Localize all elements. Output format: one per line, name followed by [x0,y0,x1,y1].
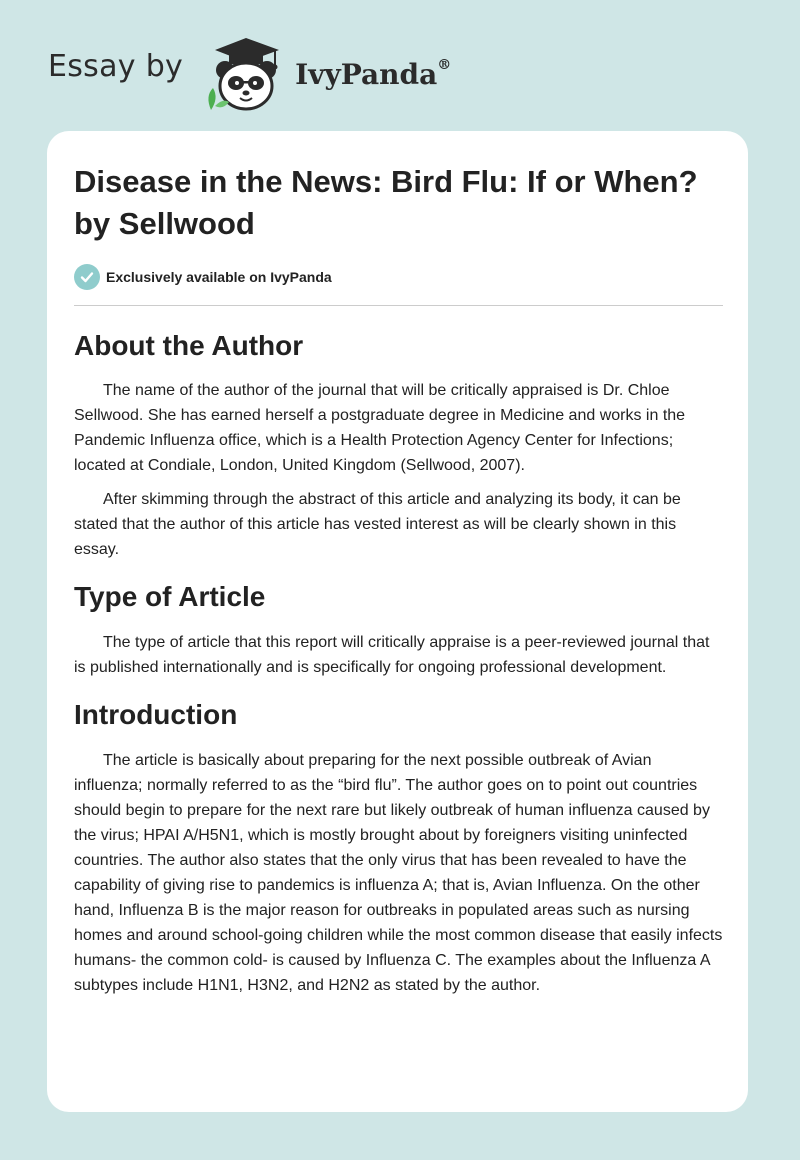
divider [74,305,723,306]
article-title: Disease in the News: Bird Flu: If or When? by Sellwood [74,164,698,241]
exclusive-label: Exclusively available on IvyPanda [106,269,332,285]
registered-mark: ® [437,57,452,74]
brand-name[interactable] [295,58,451,91]
article-card [47,131,748,1112]
check-circle-icon [74,264,100,290]
exclusive-badge [74,263,723,291]
section-heading-introduction: Introduction [74,699,238,730]
section-heading-about-author: About the Author [74,330,304,361]
essay-by-label: Essay by [48,48,184,84]
section-heading-type-of-article: Type of Article [74,581,266,612]
article-content [74,161,723,998]
paragraph: The name of the author of the journal that will be critically appraised is Dr. Chloe Sellwood. She has earned herself a postgraduate degree in Medicine and works in the Pandemic Influenza office, which is a Health Protection Agency Center for Infections; located at Condiale, London, United Kingdom (Sellwood, 2007). [74,382,686,474]
brand-text: IvyPanda [295,57,438,91]
paragraph: The type of article that this report will critically appraise is a peer-reviewed journal that is published internationally and is specifically for ongoing professional development. [74,634,710,676]
paragraph: The article is basically about preparing for the next possible outbreak of Avian influenza; normally referred to as the “bird flu”. The author goes on to point out countries should begin to prepare for the next rare but likely outbreak of human influenza caused by the virus; HPAI A/H5N1, which is mostly brought about by foreigners visiting uninfected countries. The author also states that the only virus that has been revealed to have the capability of giving rise to pandemics is influenza A; that is, Avian Influenza. On the other hand, Influenza B is the major reason for outbreaks in populated areas such as nursing homes and around school-going children while the most common disease that easily infects humans- the common cold- is caused by Influenza C. The examples about the Influenza A subtypes include H1N1, H3N2, and H2N2 as stated by the author. [74,752,723,994]
panda-graduate-icon[interactable] [201,32,291,112]
paragraph: After skimming through the abstract of this article and analyzing its body, it can be stated that the author of this article has vested interest as will be clearly shown in this essay. [74,491,681,558]
site-header [48,32,451,112]
